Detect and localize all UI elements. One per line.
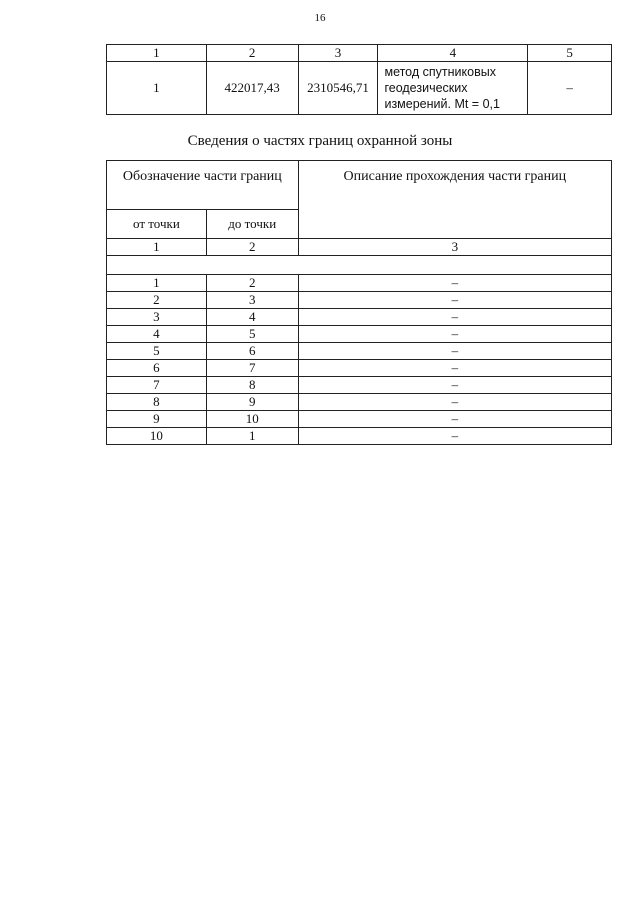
to-point-header: до точки	[206, 210, 298, 239]
table-header-row	[107, 161, 612, 210]
table-row	[107, 309, 612, 326]
coordinates-table	[106, 44, 612, 115]
description-cell: –	[298, 428, 611, 445]
method-line: метод спутниковых	[384, 65, 496, 79]
table-row	[107, 62, 612, 115]
description-cell: –	[298, 275, 611, 292]
to-point: 3	[206, 292, 298, 309]
empty-row	[107, 256, 612, 275]
section-title: Сведения о частях границ охранной зоны	[187, 133, 453, 149]
from-point: 7	[107, 377, 207, 394]
to-point: 7	[206, 360, 298, 377]
to-point: 5	[206, 326, 298, 343]
note-cell: –	[528, 62, 612, 115]
table-row	[107, 428, 612, 445]
table-row	[107, 377, 612, 394]
description-cell: –	[298, 309, 611, 326]
to-point: 9	[206, 394, 298, 411]
to-point: 4	[206, 309, 298, 326]
from-point: 5	[107, 343, 207, 360]
column-number: 2	[206, 45, 298, 62]
to-point: 2	[206, 275, 298, 292]
from-point: 9	[107, 411, 207, 428]
table-row	[107, 275, 612, 292]
from-point-header: от точки	[107, 210, 207, 239]
description-cell: –	[298, 360, 611, 377]
from-point: 3	[107, 309, 207, 326]
table-row	[107, 360, 612, 377]
to-point: 6	[206, 343, 298, 360]
from-point: 6	[107, 360, 207, 377]
y-coordinate: 2310546,71	[298, 62, 378, 115]
from-point: 1	[107, 275, 207, 292]
column-number: 4	[378, 45, 528, 62]
column-number: 3	[298, 239, 611, 256]
table-row	[107, 292, 612, 309]
empty-cell	[107, 256, 612, 275]
from-point: 2	[107, 292, 207, 309]
table-row	[107, 326, 612, 343]
table-header-row	[107, 45, 612, 62]
description-cell: –	[298, 343, 611, 360]
from-point: 10	[107, 428, 207, 445]
description-cell: –	[298, 394, 611, 411]
column-number: 5	[528, 45, 612, 62]
method-line: геодезических	[384, 81, 468, 95]
method-line: измерений. Mt = 0,1	[384, 97, 500, 111]
column-number: 2	[206, 239, 298, 256]
to-point: 10	[206, 411, 298, 428]
table-row	[107, 394, 612, 411]
page-number: 16	[314, 12, 326, 24]
x-coordinate: 422017,43	[206, 62, 298, 115]
to-point: 1	[206, 428, 298, 445]
description-cell: –	[298, 377, 611, 394]
boundary-part-designation-header: Обозначение части границ	[107, 161, 299, 210]
column-number: 1	[107, 239, 207, 256]
boundary-parts-table	[106, 160, 612, 445]
column-number-row	[107, 239, 612, 256]
to-point: 8	[206, 377, 298, 394]
method-description	[378, 62, 528, 115]
description-cell: –	[298, 292, 611, 309]
from-point: 4	[107, 326, 207, 343]
column-number: 3	[298, 45, 378, 62]
point-number: 1	[107, 62, 207, 115]
description-cell: –	[298, 411, 611, 428]
table-row	[107, 343, 612, 360]
description-cell: –	[298, 326, 611, 343]
from-point: 8	[107, 394, 207, 411]
column-number: 1	[107, 45, 207, 62]
table-row	[107, 411, 612, 428]
description-header: Описание прохождения части границ	[298, 161, 611, 239]
